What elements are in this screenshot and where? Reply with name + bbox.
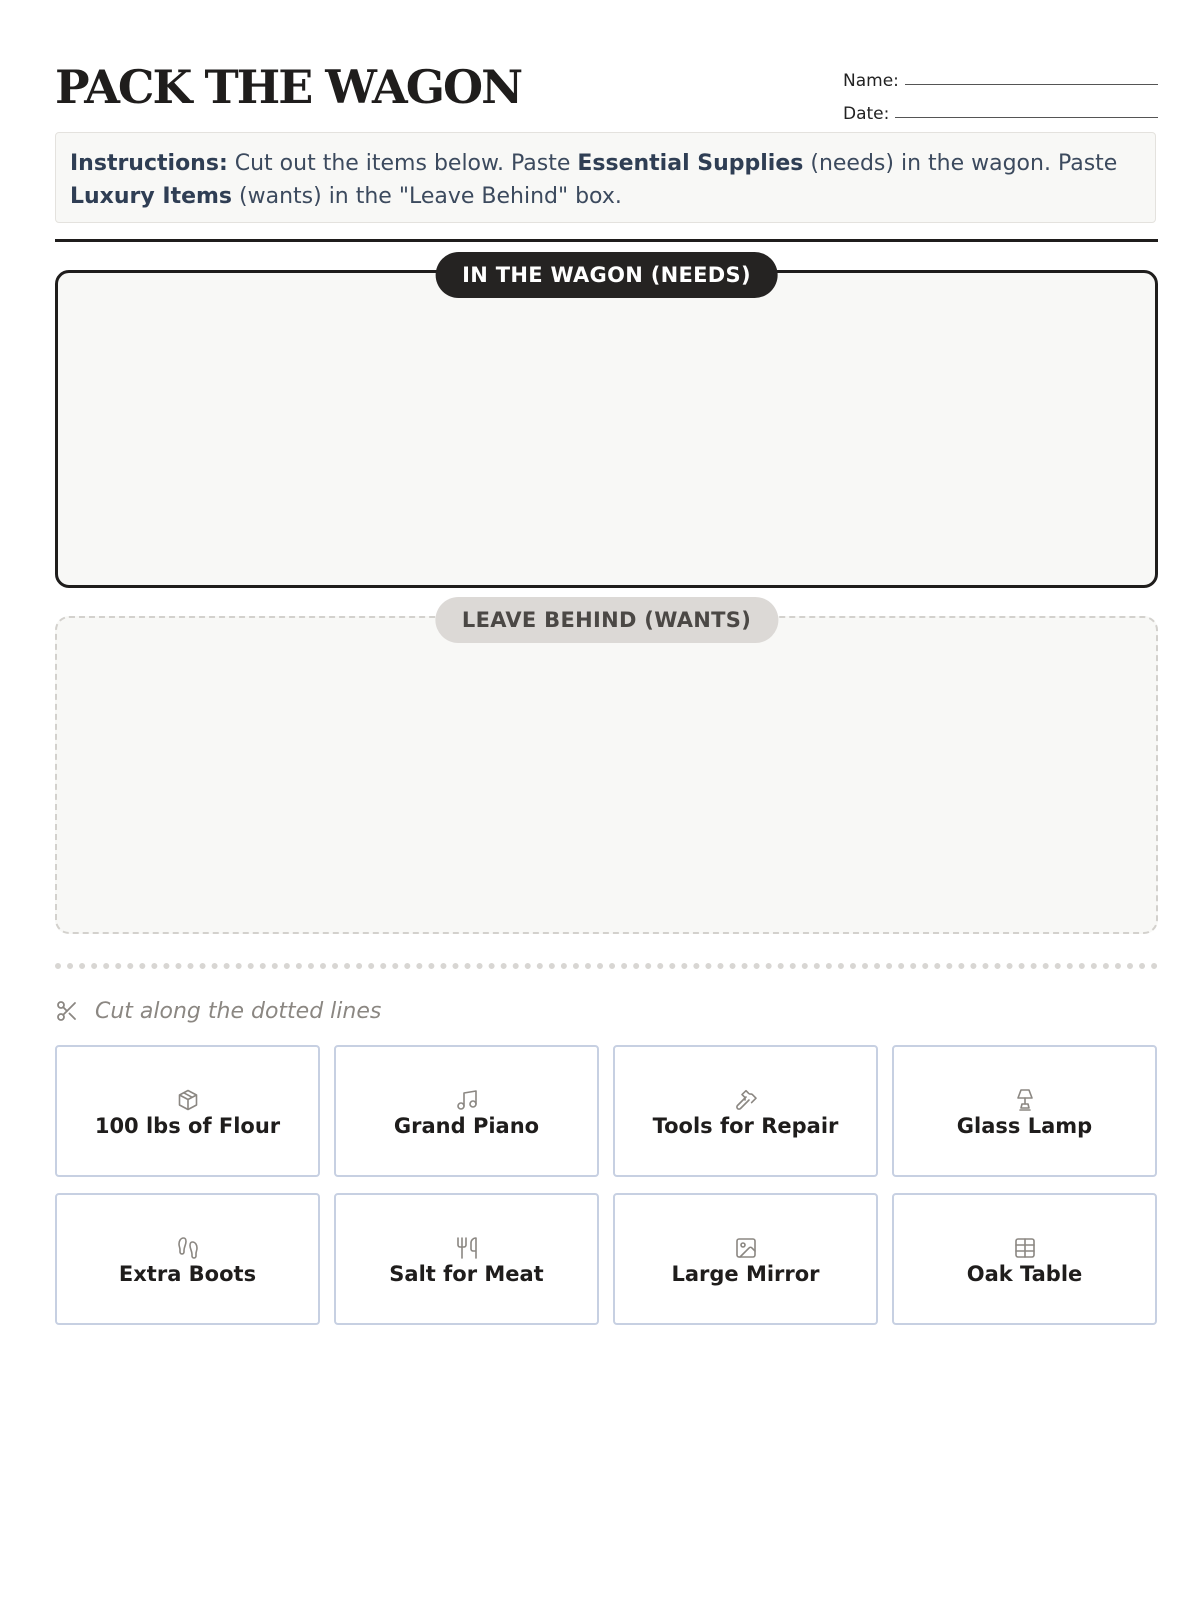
wagon-needs-zone[interactable]: [55, 263, 1158, 588]
instructions-box: [55, 132, 1156, 223]
wants-term: Luxury Items: [70, 184, 233, 209]
cut-line: [55, 963, 1158, 969]
item-label: 100 lbs of Flour: [94, 1114, 281, 1138]
name-field[interactable]: [905, 67, 1158, 85]
item-label: Extra Boots: [118, 1262, 257, 1286]
box-icon: [176, 1088, 200, 1112]
name-label: Name:: [843, 71, 899, 91]
instructions-text-2: (needs) in the wagon. Paste: [803, 151, 1118, 176]
divider: [55, 239, 1158, 242]
date-row: [843, 91, 1158, 124]
instructions-text-3: (wants) in the "Leave Behind" box.: [232, 184, 622, 209]
needs-term: Essential Supplies: [577, 151, 804, 176]
table-icon: [1013, 1236, 1037, 1260]
header: [55, 0, 1158, 128]
item-label: Oak Table: [966, 1262, 1083, 1286]
item-card[interactable]: [613, 1045, 878, 1177]
item-card[interactable]: [334, 1045, 599, 1177]
item-card[interactable]: [892, 1193, 1157, 1325]
leave-behind-wants-zone[interactable]: [55, 608, 1158, 934]
needs-zone-label: IN THE WAGON (NEEDS): [435, 252, 778, 298]
item-label: Salt for Meat: [389, 1262, 544, 1286]
date-label: Date:: [843, 104, 890, 124]
page-title: PACK THE WAGON: [55, 60, 522, 114]
worksheet: [55, 0, 1158, 1286]
music-icon: [455, 1088, 479, 1112]
item-card[interactable]: [892, 1045, 1157, 1177]
item-label: Large Mirror: [671, 1262, 820, 1286]
item-label: Grand Piano: [393, 1114, 540, 1138]
utensils-icon: [455, 1236, 479, 1260]
footprints-icon: [176, 1236, 200, 1260]
item-label: Glass Lamp: [956, 1114, 1093, 1138]
instructions-text-1: Cut out the items below. Paste: [227, 151, 578, 176]
cutout-cards: [55, 1045, 1158, 1325]
item-card[interactable]: [55, 1193, 320, 1325]
cut-instruction: [55, 996, 381, 1026]
image-icon: [734, 1236, 758, 1260]
scissors-icon: [55, 999, 79, 1023]
item-card[interactable]: [613, 1193, 878, 1325]
student-info: [843, 58, 1158, 124]
wants-zone-label: LEAVE BEHIND (WANTS): [435, 597, 778, 643]
date-field[interactable]: [895, 100, 1158, 118]
instructions-lead: Instructions:: [70, 151, 228, 176]
name-row: [843, 58, 1158, 91]
hammer-icon: [734, 1088, 758, 1112]
item-card[interactable]: [334, 1193, 599, 1325]
cut-note-text: Cut along the dotted lines: [95, 998, 382, 1024]
item-card[interactable]: [55, 1045, 320, 1177]
lamp-icon: [1013, 1088, 1037, 1112]
item-label: Tools for Repair: [652, 1114, 839, 1138]
